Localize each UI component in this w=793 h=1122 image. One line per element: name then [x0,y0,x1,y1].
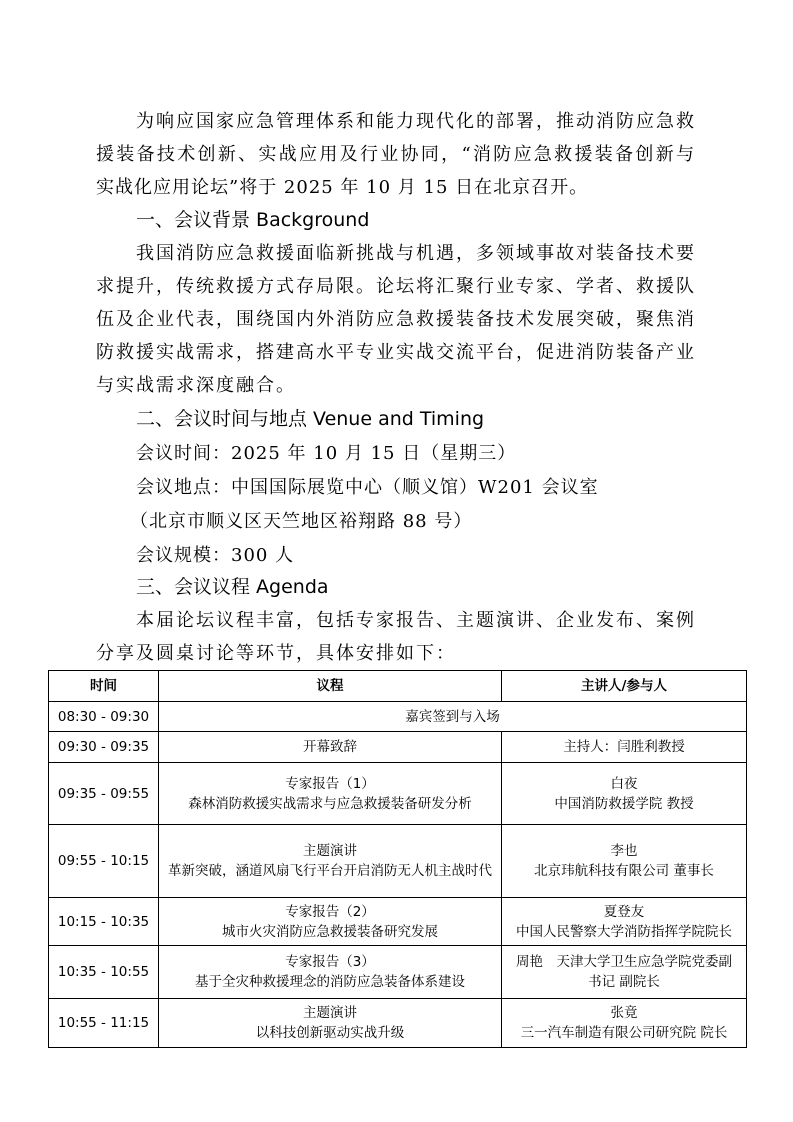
meeting-scale: 会议规模：300 人 [136,545,295,566]
time-cell: 10:15 - 10:35 [49,898,159,946]
time-cell: 10:55 - 11:15 [49,999,159,1048]
speaker-title: 中国消防救援学院 教授 [554,795,694,812]
agenda-type: 主题演讲 [303,1005,357,1021]
table-row [49,732,747,763]
table-row [49,702,747,732]
header-time: 时间 [49,671,159,702]
intro-line: 为响应国家应急管理体系和能力现代化的部署，推动消防应急救 [136,111,694,132]
agenda-type: 专家报告（2） [285,903,375,920]
speaker-cell [502,825,747,898]
speaker-name: 张竟 [610,1005,638,1021]
agenda-intro-line: 本届论坛议程丰富，包括专家报告、主题演讲、企业发布、案例 [136,610,694,631]
speaker-title: 三一汽车制造有限公司研究院 院长 [520,1025,728,1041]
speaker-cell [502,898,747,946]
meeting-time: 会议时间：2025 年 10 月 15 日（星期三） [136,443,517,464]
speaker-title: 北京玮航科技有限公司 董事长 [534,863,714,879]
header-speaker: 主讲人/参与人 [502,671,747,702]
speaker-name: 夏登友 [603,903,645,920]
speaker-cell: 周艳 天津大学卫生应急学院党委副书记 副院长 [502,946,747,999]
agenda-cell [159,763,502,825]
speaker-title: 中国人民警察大学消防指挥学院院长 [516,923,732,940]
table-row [49,946,747,999]
agenda-cell: 开幕致辞 [159,732,502,763]
intro-line: 援装备技术创新、实战应用及行业协同，“消防应急救援装备创新与 [96,144,694,165]
section-heading-background: 一、会议背景 Background [136,209,370,231]
table-row [49,898,747,946]
agenda-cell: 嘉宾签到与入场 [159,702,747,732]
agenda-cell [159,946,502,999]
time-cell: 10:35 - 10:55 [49,946,159,999]
table-row [49,999,747,1048]
speaker-cell: 主持人：闫胜利教授 [502,732,747,763]
table-row [49,763,747,825]
background-line: 防救援实战需求，搭建高水平专业实战交流平台，促进消防装备产业 [96,342,694,363]
agenda-title: 以科技创新驱动实战升级 [255,1025,405,1041]
agenda-cell [159,825,502,898]
agenda-title: 革新突破，涵道风扇飞行平台开启消防无人机主战时代 [168,863,492,879]
section-heading-agenda: 三、会议议程 Agenda [136,576,329,598]
time-cell: 08:30 - 09:30 [49,702,159,732]
time-cell: 09:30 - 09:35 [49,732,159,763]
meeting-place: 会议地点：中国国际展览中心（顺义馆）W201 会议室 [136,477,599,498]
background-line: 我国消防应急救援面临新挑战与机遇，多领域事故对装备技术要 [136,243,694,264]
speaker-name: 白夜 [610,775,638,792]
background-line: 求提升，传统救援方式存局限。论坛将汇聚行业专家、学者、救援队 [96,276,694,297]
time-cell: 09:55 - 10:15 [49,825,159,898]
speaker-cell [502,763,747,825]
speaker-name: 李也 [610,843,638,859]
intro-line: 实战化应用论坛”将于 2025 年 10 月 15 日在北京召开。 [96,177,589,198]
meeting-address: （北京市顺义区天竺地区裕翔路 88 号） [130,511,473,532]
agenda-type: 专家报告（3） [285,954,375,970]
agenda-title: 森林消防救援实战需求与应急救援装备研发分析 [188,795,472,812]
background-line: 伍及企业代表，围绕国内外消防应急救援装备技术发展突破，聚焦消 [96,309,694,330]
agenda-intro-line: 分享及圆桌讨论等环节，具体安排如下： [96,643,456,664]
speaker-cell [502,999,747,1048]
agenda-type: 主题演讲 [303,843,357,859]
agenda-title: 基于全灾种救援理念的消防应急装备体系建设 [195,974,465,990]
agenda-title: 城市火灾消防应急救援装备研究发展 [222,923,438,940]
agenda-table [48,670,747,1048]
background-line: 与实战需求深度融合。 [96,375,296,396]
time-cell: 09:35 - 09:55 [49,763,159,825]
agenda-cell [159,898,502,946]
table-header-row [49,671,747,702]
header-agenda: 议程 [159,671,502,702]
table-row [49,825,747,898]
section-heading-venue: 二、会议时间与地点 Venue and Timing [136,408,485,430]
agenda-type: 专家报告（1） [285,775,375,792]
agenda-cell [159,999,502,1048]
